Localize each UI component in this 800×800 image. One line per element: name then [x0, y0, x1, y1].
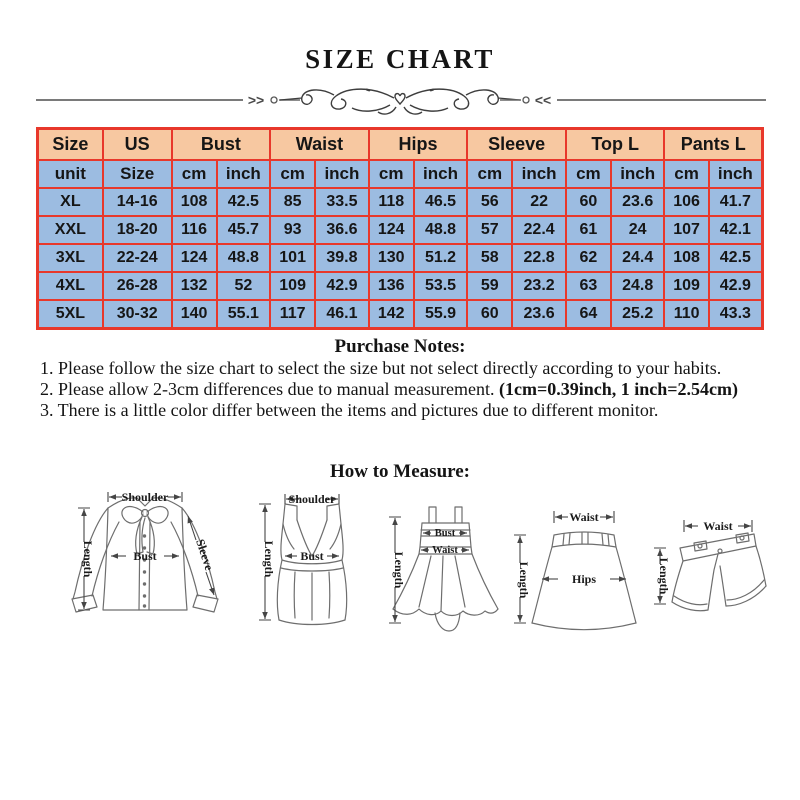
header-cell: Sleeve: [467, 129, 566, 161]
note-text: 3. There is a little color differ between the items and pictures due to different monitor.: [40, 400, 659, 420]
value-cell: 124: [172, 244, 217, 272]
value-cell: 93: [270, 216, 315, 244]
value-cell: 36.6: [315, 216, 369, 244]
table-row: [38, 216, 763, 244]
value-cell: 108: [664, 244, 708, 272]
value-cell: 53.5: [414, 272, 468, 300]
divider-ring-right: [523, 97, 529, 103]
note-item: [40, 379, 772, 400]
header-cell: Pants L: [664, 129, 762, 161]
divider-right-chevrons: <<: [534, 92, 552, 108]
note-text: 1. Please follow the size chart to select the size but not select directly according to your habits.: [40, 358, 722, 378]
skirt-hips-label: Hips: [571, 572, 597, 586]
unit-cell: cm: [664, 160, 708, 188]
value-cell: 109: [270, 272, 315, 300]
value-cell: 55.9: [414, 300, 468, 329]
value-cell: 22.8: [512, 244, 566, 272]
value-cell: 109: [664, 272, 708, 300]
value-cell: 116: [172, 216, 217, 244]
value-cell: 132: [172, 272, 217, 300]
value-cell: 23.6: [512, 300, 566, 329]
value-cell: 39.8: [315, 244, 369, 272]
us-size-cell: 22-24: [103, 244, 172, 272]
unit-cell: Size: [103, 160, 172, 188]
value-cell: 41.7: [709, 188, 763, 216]
blouse-measure-figure: [50, 490, 240, 638]
unit-cell: cm: [467, 160, 512, 188]
unit-cell: inch: [709, 160, 763, 188]
value-cell: 61: [566, 216, 611, 244]
dress-waist-label: Waist: [432, 545, 458, 556]
us-size-cell: 30-32: [103, 300, 172, 329]
divider-left-chevrons: >>: [247, 92, 265, 108]
value-cell: 118: [369, 188, 414, 216]
value-cell: 24.8: [611, 272, 665, 300]
value-cell: 63: [566, 272, 611, 300]
divider-ring-left: [271, 97, 277, 103]
header-cell: Size: [38, 129, 103, 161]
unit-cell: inch: [414, 160, 468, 188]
value-cell: 42.9: [315, 272, 369, 300]
table-row: [38, 244, 763, 272]
table-header-row: [38, 129, 763, 161]
purchase-notes-heading: Purchase Notes:: [334, 336, 466, 357]
skirt-measure-figure: [512, 505, 652, 640]
size-cell: XL: [38, 188, 103, 216]
value-cell: 124: [369, 216, 414, 244]
dress-length-label: Length: [392, 551, 406, 589]
value-cell: 136: [369, 272, 414, 300]
value-cell: 60: [566, 188, 611, 216]
value-cell: 22.4: [512, 216, 566, 244]
vest-bust-label: Bust: [300, 549, 324, 563]
blouse-length-label: Length: [81, 540, 95, 578]
value-cell: 110: [664, 300, 708, 329]
value-cell: 107: [664, 216, 708, 244]
header-cell: Hips: [369, 129, 468, 161]
value-cell: 130: [369, 244, 414, 272]
unit-cell: cm: [369, 160, 414, 188]
table-row: [38, 300, 763, 329]
table-row: [38, 188, 763, 216]
page-title: SIZE CHART: [305, 44, 495, 74]
value-cell: 43.3: [709, 300, 763, 329]
size-cell: 3XL: [38, 244, 103, 272]
size-cell: XXL: [38, 216, 103, 244]
note-text-bold: (1cm=0.39inch, 1 inch=2.54cm): [499, 379, 739, 399]
vest-sketch: [277, 504, 346, 625]
skirt-length-label: Length: [517, 561, 531, 599]
blouse-bust-label: Bust: [133, 549, 157, 563]
vest-shoulder-label: Shoulder: [288, 492, 336, 506]
size-cell: 4XL: [38, 272, 103, 300]
value-cell: 48.8: [217, 244, 271, 272]
shorts-length-label: Length: [657, 557, 671, 595]
header-cell: Top L: [566, 129, 665, 161]
header-cell: US: [103, 129, 172, 161]
value-cell: 45.7: [217, 216, 271, 244]
ornamental-divider: [0, 82, 800, 122]
value-cell: 117: [270, 300, 315, 329]
dress-sketch: [393, 507, 498, 631]
value-cell: 62: [566, 244, 611, 272]
size-chart-table: [36, 127, 764, 330]
value-cell: 64: [566, 300, 611, 329]
value-cell: 108: [172, 188, 217, 216]
header-cell: Waist: [270, 129, 369, 161]
header-cell: Bust: [172, 129, 271, 161]
value-cell: 46.5: [414, 188, 468, 216]
unit-cell: inch: [217, 160, 271, 188]
value-cell: 101: [270, 244, 315, 272]
unit-cell: inch: [512, 160, 566, 188]
note-item: [40, 358, 772, 379]
value-cell: 42.5: [709, 244, 763, 272]
value-cell: 106: [664, 188, 708, 216]
vest-measure-figure: [247, 492, 377, 637]
value-cell: 42.5: [217, 188, 271, 216]
value-cell: 23.2: [512, 272, 566, 300]
size-cell: 5XL: [38, 300, 103, 329]
value-cell: 22: [512, 188, 566, 216]
how-to-measure-heading: How to Measure:: [329, 461, 470, 482]
value-cell: 33.5: [315, 188, 369, 216]
value-cell: 24: [611, 216, 665, 244]
unit-cell: inch: [611, 160, 665, 188]
us-size-cell: 14-16: [103, 188, 172, 216]
table-row: [38, 272, 763, 300]
value-cell: 142: [369, 300, 414, 329]
value-cell: 59: [467, 272, 512, 300]
dress-measure-figure: [383, 503, 508, 643]
value-cell: 42.9: [709, 272, 763, 300]
value-cell: 24.4: [611, 244, 665, 272]
value-cell: 51.2: [414, 244, 468, 272]
purchase-notes: [40, 358, 772, 421]
value-cell: 25.2: [611, 300, 665, 329]
shorts-measure-figure: [650, 518, 780, 633]
note-item: [40, 400, 772, 421]
value-cell: 52: [217, 272, 271, 300]
value-cell: 48.8: [414, 216, 468, 244]
skirt-waist-label: Waist: [569, 510, 599, 524]
unit-cell: unit: [38, 160, 103, 188]
value-cell: 42.1: [709, 216, 763, 244]
flourish-ornament: [280, 88, 520, 114]
value-cell: 46.1: [315, 300, 369, 329]
unit-cell: cm: [566, 160, 611, 188]
value-cell: 58: [467, 244, 512, 272]
unit-cell: inch: [315, 160, 369, 188]
table-unit-row: [38, 160, 763, 188]
value-cell: 60: [467, 300, 512, 329]
us-size-cell: 18-20: [103, 216, 172, 244]
note-text: 2. Please allow 2-3cm differences due to manual measurement.: [40, 379, 500, 399]
value-cell: 85: [270, 188, 315, 216]
value-cell: 55.1: [217, 300, 271, 329]
value-cell: 57: [467, 216, 512, 244]
value-cell: 140: [172, 300, 217, 329]
unit-cell: cm: [172, 160, 217, 188]
blouse-shoulder-label: Shoulder: [121, 490, 169, 504]
shorts-sketch: [672, 533, 766, 611]
vest-length-label: Length: [262, 540, 276, 578]
value-cell: 56: [467, 188, 512, 216]
blouse-sleeve-label: Sleeve: [193, 537, 217, 573]
shorts-waist-label: Waist: [703, 519, 733, 533]
value-cell: 23.6: [611, 188, 665, 216]
dress-bust-label: Bust: [434, 528, 456, 539]
unit-cell: cm: [270, 160, 315, 188]
us-size-cell: 26-28: [103, 272, 172, 300]
